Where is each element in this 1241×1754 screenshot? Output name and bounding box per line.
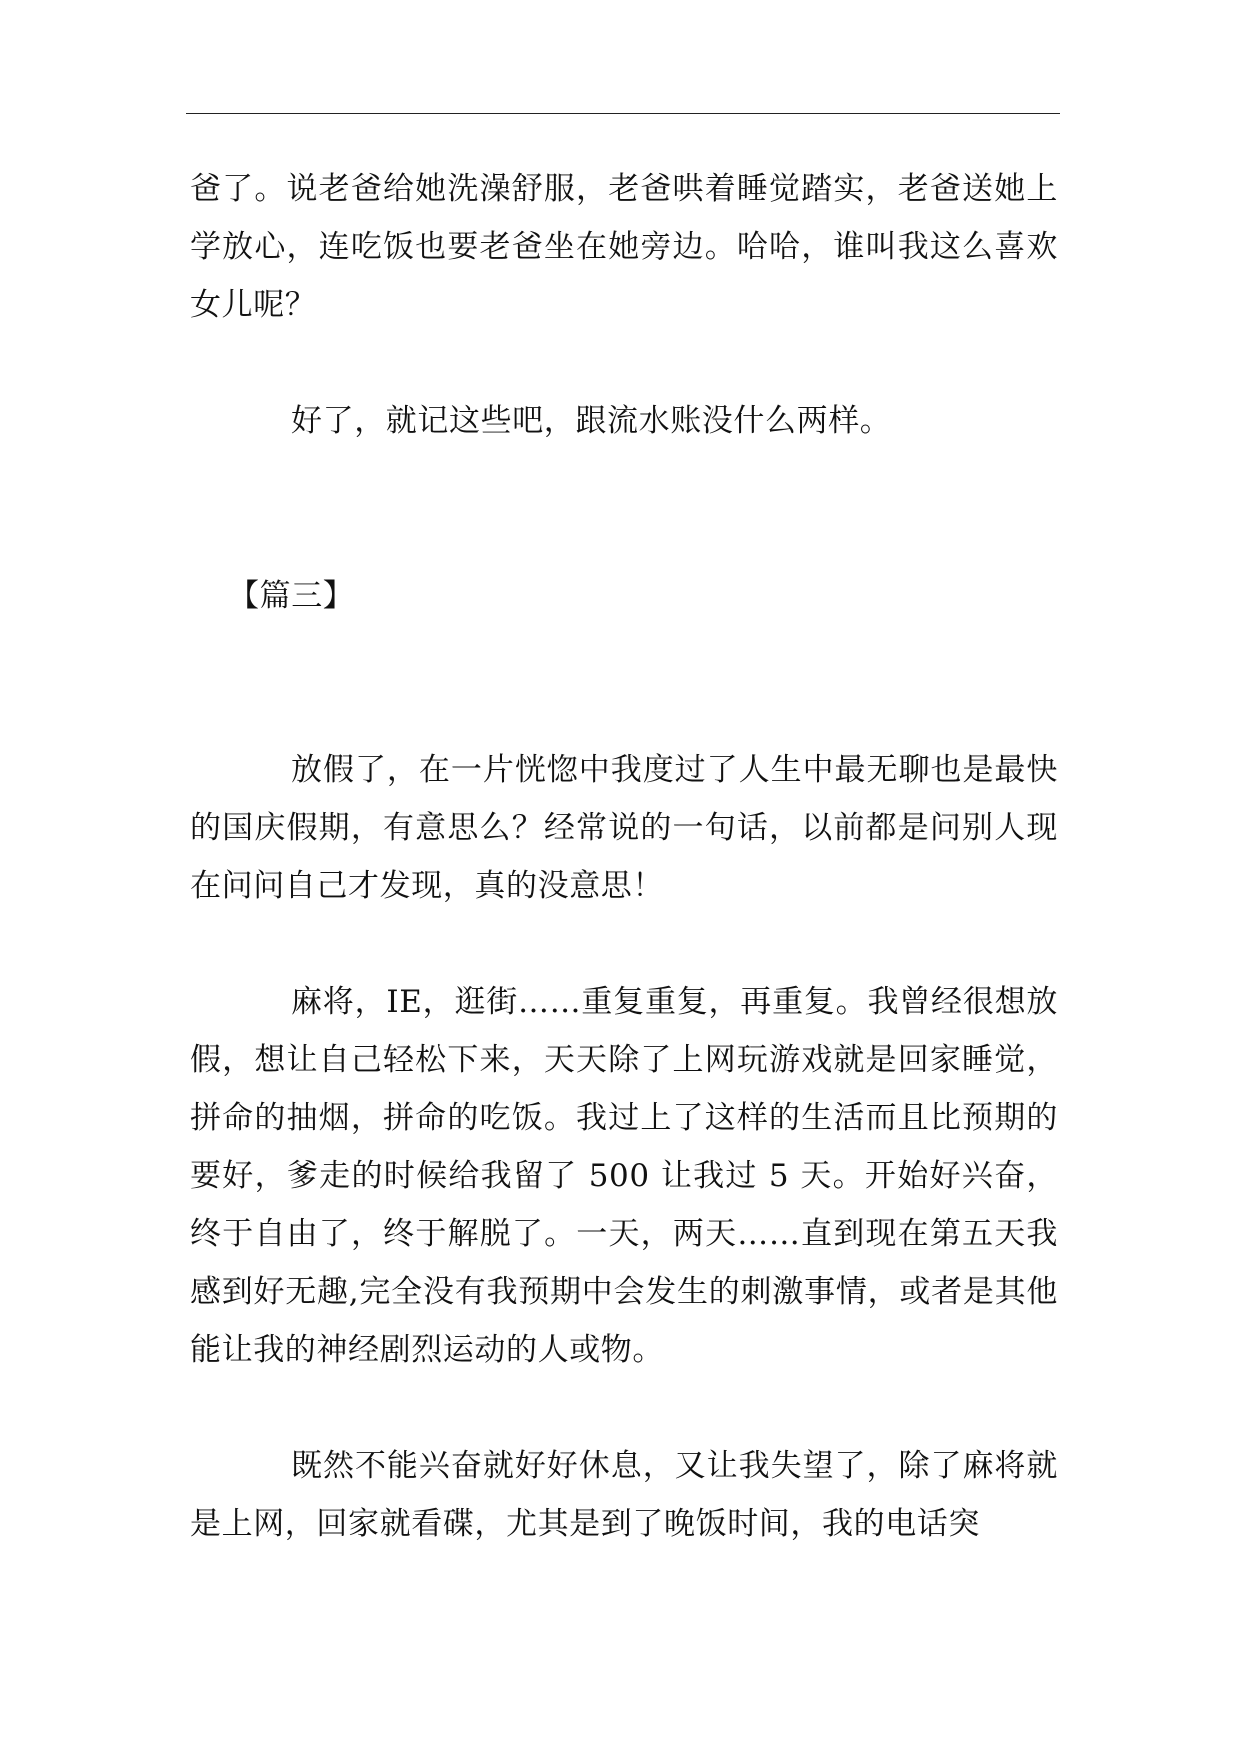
paragraph-rest: 既然不能兴奋就好好休息，又让我失望了，除了麻将就是上网，回家就看碟，尤其是到了晚饭时间，我的电话突 xyxy=(190,1448,1058,1542)
paragraph-continued: 爸了。说老爸给她洗澡舒服，老爸哄着睡觉踏实，老爸送她上学放心，连吃饭也要老爸坐在她旁边。哈哈，谁叫我这么喜欢女儿呢？ xyxy=(190,171,1058,323)
paragraph-holiday: 放假了，在一片恍惚中我度过了人生中最无聊也是最快的国庆假期，有意思么？经常说的一句话，以前都是问别人现在问问自己才发现，真的没意思！ xyxy=(190,752,1058,904)
section-heading: 【篇三】 xyxy=(228,578,355,614)
header-rule xyxy=(186,113,1060,114)
paragraph-routine: 麻将，IE，逛街……重复重复，再重复。我曾经很想放假，想让自己轻松下来，天天除了上网玩游戏就是回家睡觉，拼命的抽烟，拼命的吃饭。我过上了这样的生活而且比预期的要好，爹走的时候给我留了 500 让我过 5 天。开始好兴奋，终于自由了，终于解脱了。一天，两天……直到现在第五天我感到好无趣,完全没有我预期中会发生的刺激事情，或者是其他能让我的神经剧烈运动的人或物。 xyxy=(190,984,1058,1368)
paragraph-closing: 好了，就记这些吧，跟流水账没什么两样。 xyxy=(291,403,892,439)
